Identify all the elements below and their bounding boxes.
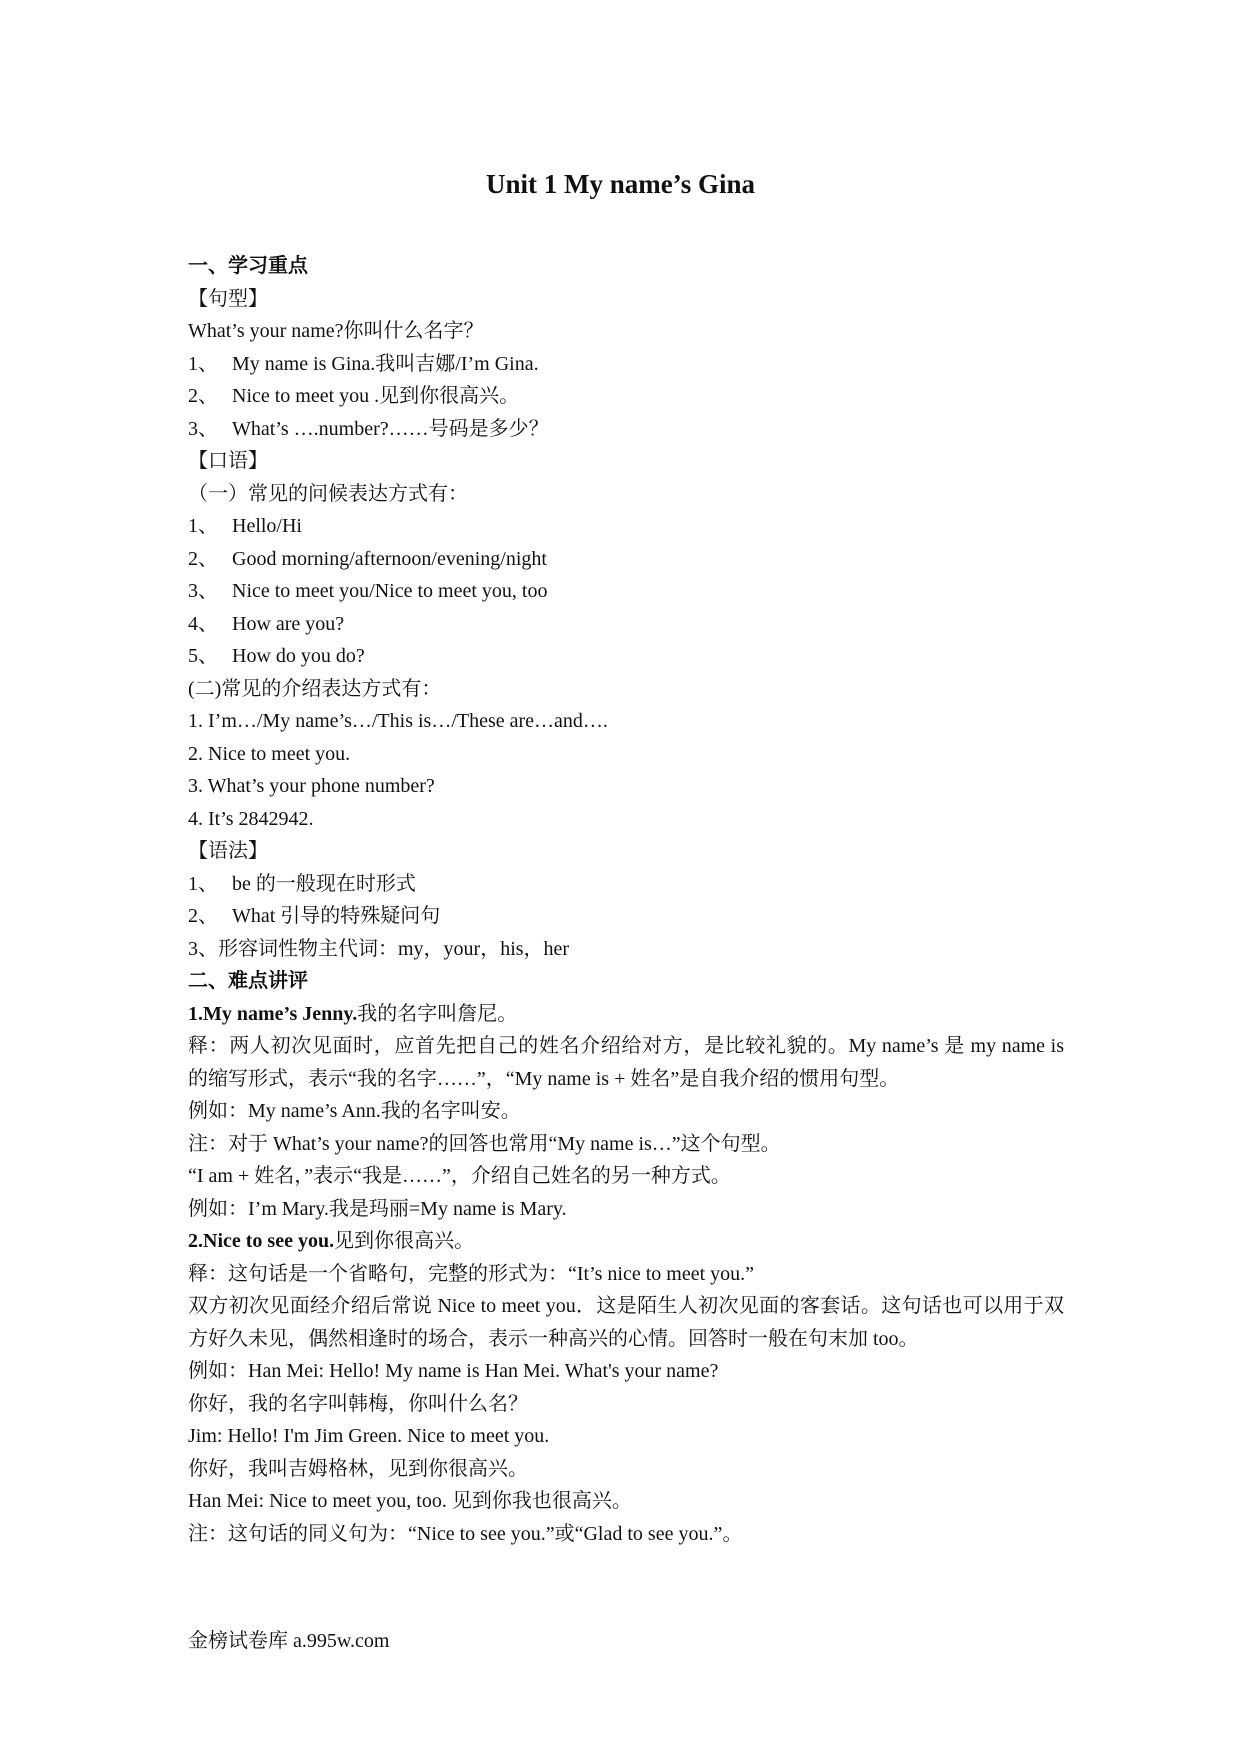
grammar-label: 【语法】 [188,840,268,862]
dialog-line: 你好，我叫吉姆格林，见到你很高兴。 [188,1457,528,1480]
point1-example: 例如：My name’s Ann.我的名字叫安。 [188,1100,521,1122]
page-title: Unit 1 My name’s Gina [486,169,755,199]
intro-item: 3. What’s your phone number? [188,775,435,797]
greeting-item: 3、 Nice to meet you/Nice to meet you, too [188,580,548,602]
greeting-heading: （一）常见的问候表达方式有： [188,482,468,505]
point1-explanation: 释：两人初次见面时，应首先把自己的姓名介绍给对方，是比较礼貌的。My name’s 是 my name is 的缩写形式，表示“我的名字……”，“My name is + 姓名”是自我介绍的惯用句型。 [188,1035,1064,1090]
pattern-item: 2、 Nice to meet you .见到你很高兴。 [188,385,520,407]
section1-heading: 一、学习重点 [188,255,308,277]
pattern-intro: What’s your name?你叫什么名字？ [188,320,484,342]
dialog-line: Han Mei: Nice to meet you, too. 见到你我也很高兴。 [188,1490,632,1512]
intro-item: 2. Nice to meet you. [188,742,351,765]
point1-note: “I am + 姓名，”表示“我是……”，介绍自己姓名的另一种方式。 [188,1165,731,1187]
pattern-item: 1、 My name is Gina.我叫吉娜/I’m Gina. [188,352,539,375]
intro-heading: (二)常见的介绍表达方式有： [188,677,442,700]
point1-title: 1.My name’s Jenny.我的名字叫詹尼。 [188,1002,518,1025]
dialog-line: 例如：Han Mei: Hello! My name is Han Mei. What's your name? [188,1360,719,1382]
greeting-item: 2、 Good morning/afternoon/evening/night [188,547,547,570]
point2-explanation: 释：这句话是一个省略句，完整的形式为：“It’s nice to meet you.” [188,1262,755,1285]
intro-item: 4. It’s 2842942. [188,807,314,830]
footer-source: 金榜试卷库 a.995w.com [188,1630,390,1652]
point2-title: 2.Nice to see you.见到你很高兴。 [188,1230,475,1252]
greeting-item: 1、 Hello/Hi [188,515,302,537]
intro-item: 1. I’m…/My name’s…/This is…/These are…and…. [188,710,608,732]
greeting-item: 5、 How do you do? [188,645,365,667]
grammar-item: 3、形容词性物主代词：my，your，his，her [188,937,570,960]
dialog-line: Jim: Hello! I'm Jim Green. Nice to meet you. [188,1425,550,1447]
section2-heading: 二、难点讲评 [188,970,308,992]
point1-example: 例如：I’m Mary.我是玛丽=My name is Mary. [188,1197,567,1220]
point1-note: 注：对于 What’s your name?的回答也常用“My name is…”这个句型。 [188,1132,781,1155]
oral-label: 【口语】 [188,450,268,472]
grammar-item: 1、 be 的一般现在时形式 [188,872,416,895]
pattern-label: 【句型】 [188,287,268,310]
dialog-line: 你好，我的名字叫韩梅，你叫什么名？ [188,1392,528,1415]
point2-paragraph: 双方初次见面经介绍后常说 Nice to meet you．这是陌生人初次见面的客套话。这句话也可以用于双方好久未见，偶然相逢时的场合，表示一种高兴的心情。回答时一般在句末加 too。 [188,1295,1064,1350]
document-body [188,250,1064,1550]
dialog-note: 注：这句话的同义句为：“Nice to see you.”或“Glad to see you.”。 [188,1522,743,1545]
greeting-item: 4、 How are you? [188,612,345,635]
grammar-item: 2、 What 引导的特殊疑问句 [188,905,441,927]
pattern-item: 3、 What’s ….number?……号码是多少？ [188,417,549,440]
